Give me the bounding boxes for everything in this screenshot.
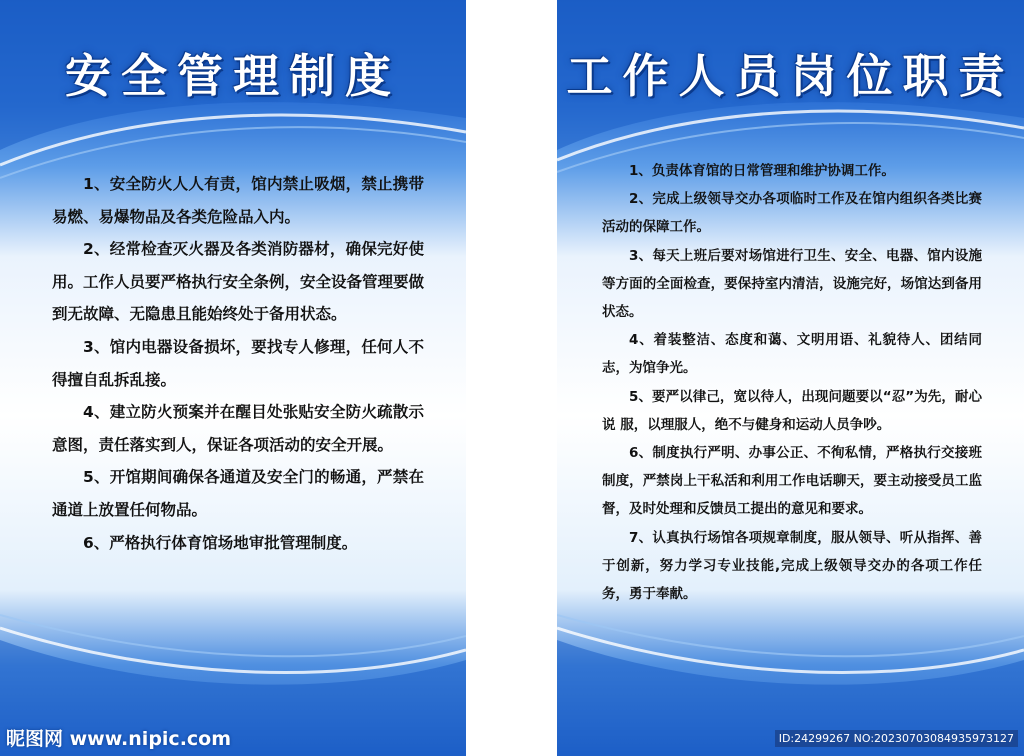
rule-item: 2、经常检查灭火器及各类消防器材，确保完好使用。工作人员要严格执行安全条例，安全设备管理要做到无故障、无隐患且能始终处于备用状态。 [52,240,425,324]
duty-item: 5、要严以律己，宽以待人，出现问题要以“忍”为先，耐心说 服，以理服人，绝不与健身和运动人员争吵。 [602,388,982,433]
board-title: 工作人员岗位职责 [566,49,1015,103]
duty-item: 1、负责体育馆的日常管理和维护协调工作。 [629,163,895,179]
safety-rules-board [0,0,466,756]
duty-item: 7、认真执行场馆各项规章制度，服从领导、听从指挥、善于创新，努力学习专业技能,完成上级领导交办的各项工作任务，勇于奉献。 [602,529,982,603]
rule-item: 5、开馆期间确保各通道及安全门的畅通，严禁在通道上放置任何物品。 [52,468,424,519]
staff-duties-board [557,0,1024,756]
image-id-watermark: ID:24299267 NO:20230703084935973127 [775,730,1018,747]
rule-item: 3、馆内电器设备损坏，要找专人修理，任何人不得擅自乱拆乱接。 [52,337,424,389]
duty-item: 6、制度执行严明、办事公正、不徇私情，严格执行交接班制度，严禁岗上干私活和利用工作电话聊天，要主动接受员工监督，及时处理和反馈员工提出的意见和要求。 [602,445,982,518]
duty-item: 4、着装整洁、态度和蔼、文明用语、礼貌待人、团结同志，为馆争光。 [602,332,982,377]
rules-list [52,168,424,559]
duties-list [602,157,982,608]
duty-item: 2、完成上级领导交办各项临时工作及在馆内组织各类比赛活动的保障工作。 [602,191,982,236]
board-title: 安全管理制度 [65,49,401,103]
rule-item: 4、建立防火预案并在醒目处张贴安全防火疏散示意图，责任落实到人，保证各项活动的安全开展。 [52,403,424,454]
rule-item: 6、严格执行体育馆场地审批管理制度。 [83,533,358,552]
site-watermark: 昵图网 www.nipic.com [6,728,232,750]
duty-item: 3、每天上班后要对场馆进行卫生、安全、电器、馆内设施等方面的全面检查，要保持室内清洁，设施完好，场馆达到备用状态。 [602,247,982,321]
rule-item: 1、安全防火人人有责，馆内禁止吸烟，禁止携带易燃、易爆物品及各类危险品入内。 [52,175,424,226]
